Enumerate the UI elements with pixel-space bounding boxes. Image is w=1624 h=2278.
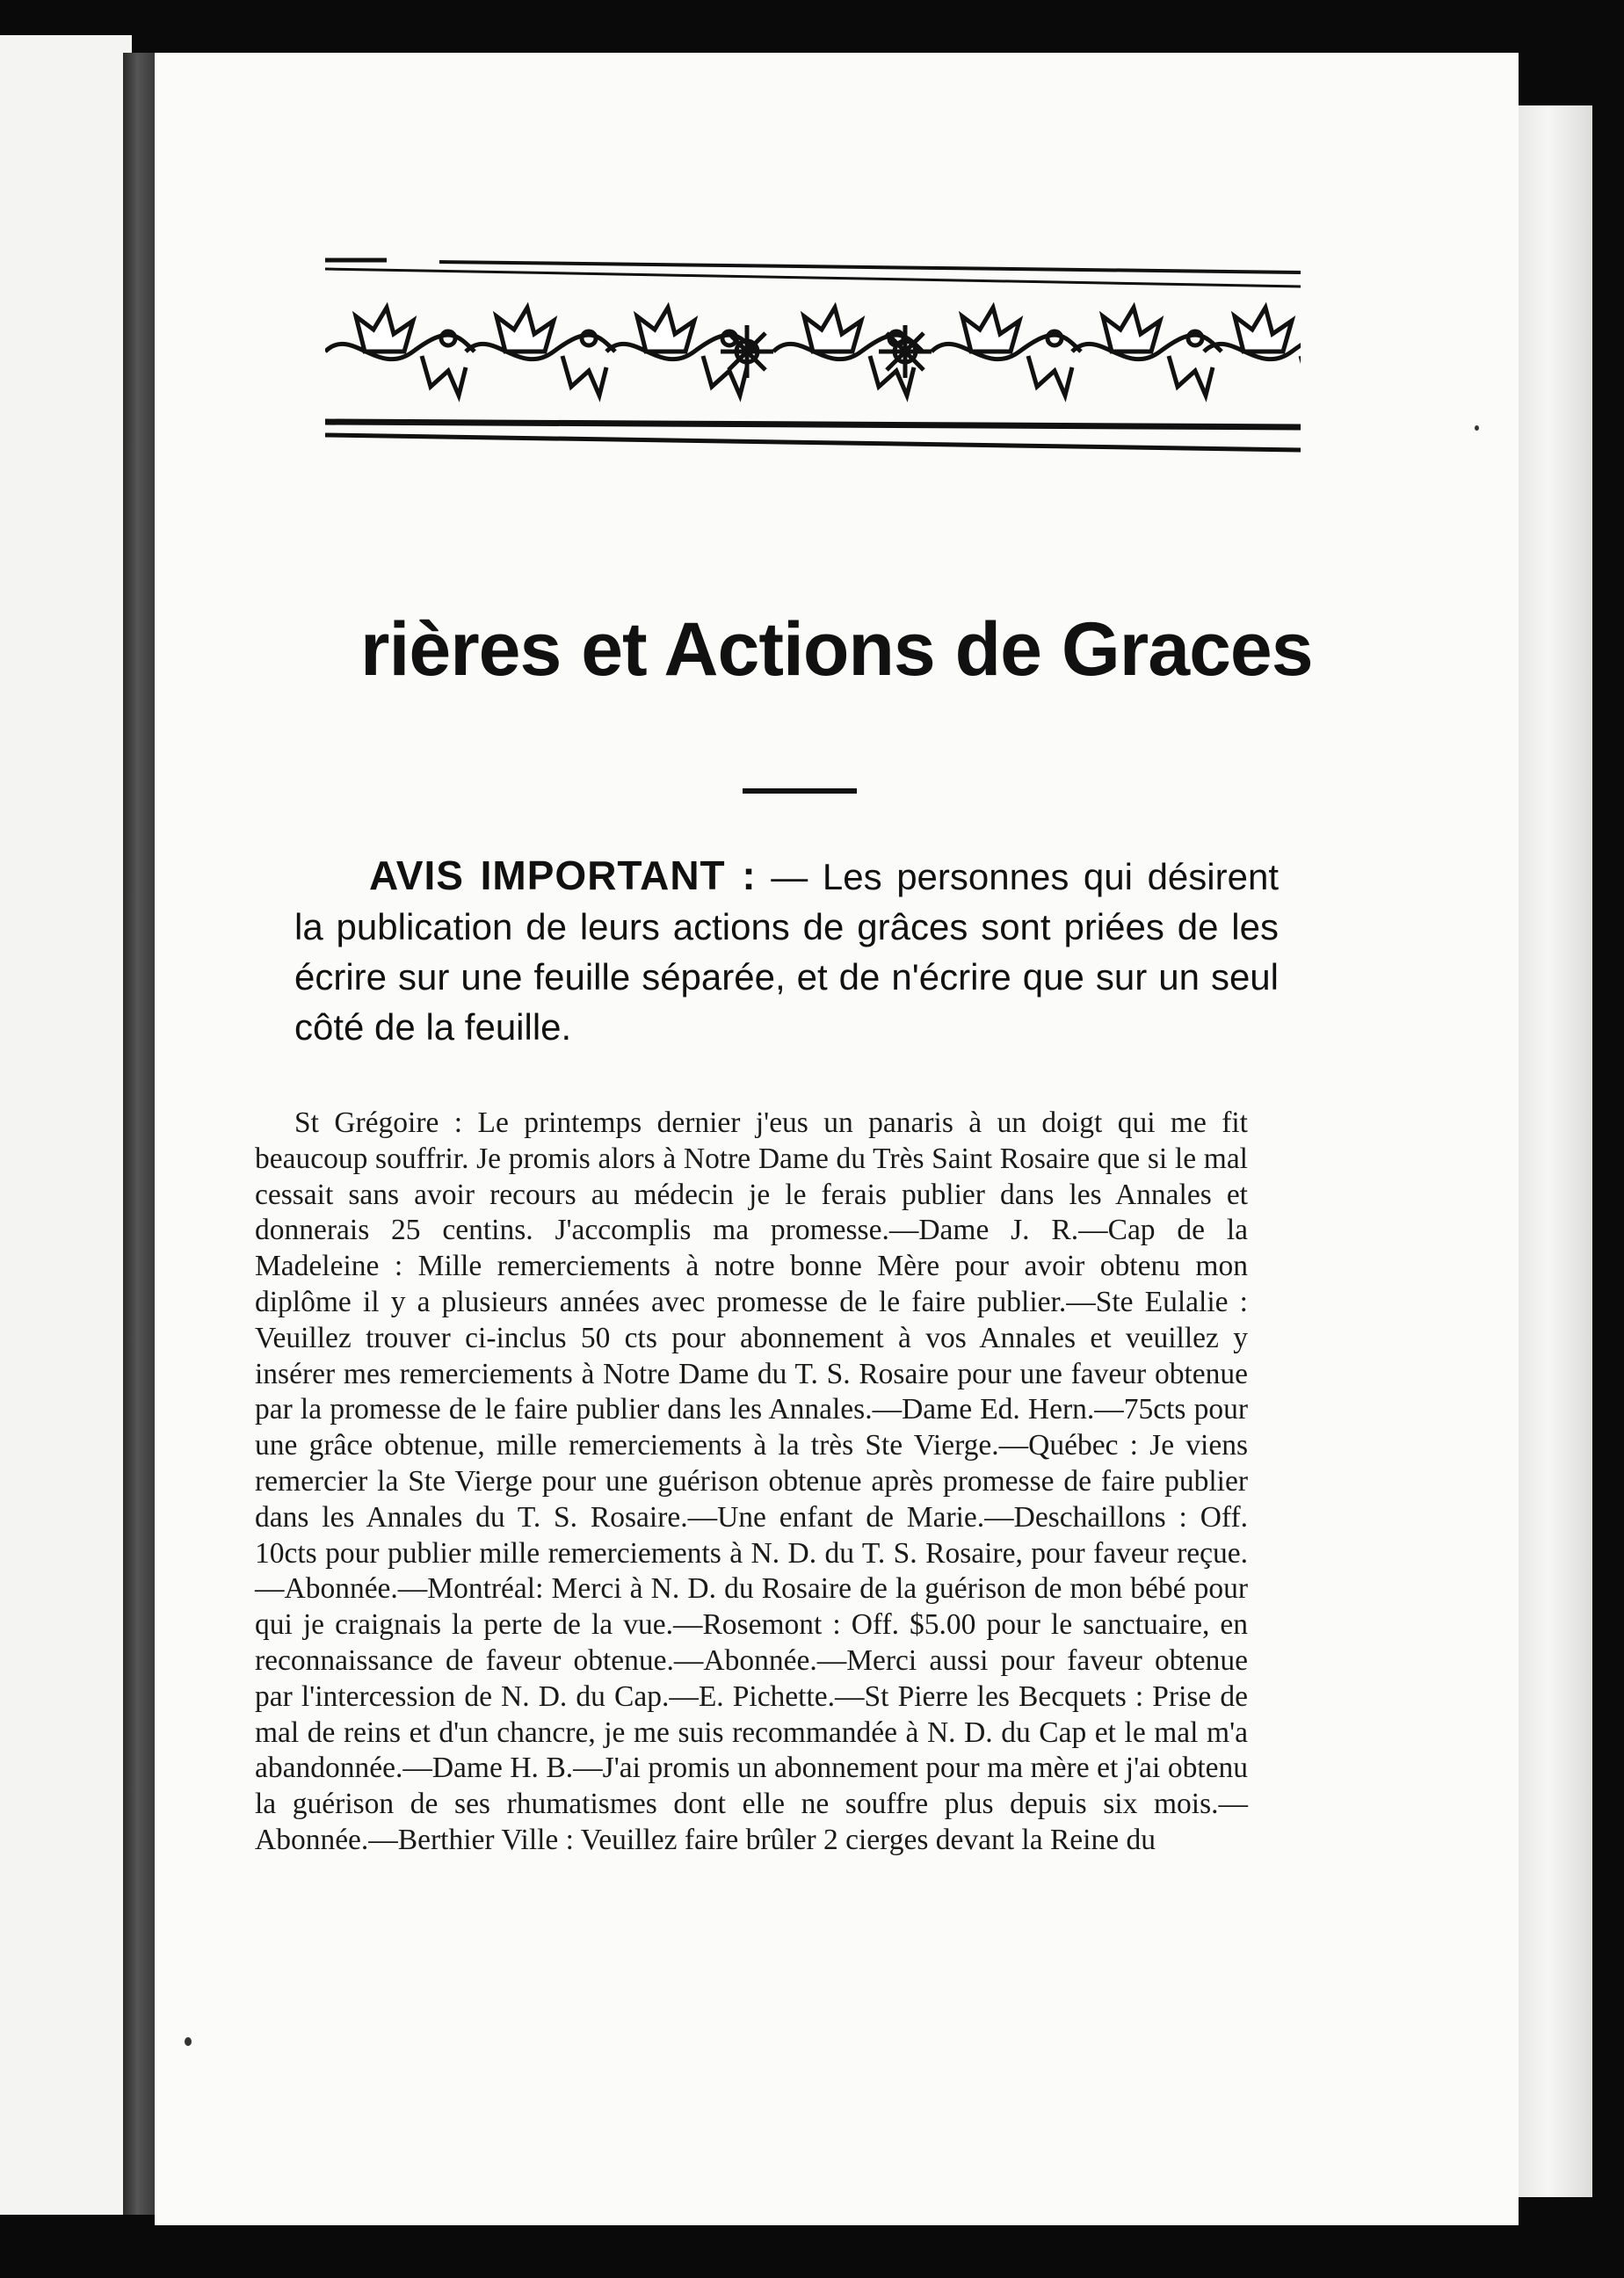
title-divider bbox=[743, 788, 857, 794]
page-title: rières et Actions de Graces bbox=[360, 607, 1313, 692]
facing-page-edge bbox=[0, 35, 132, 2215]
book-spine bbox=[123, 53, 155, 2215]
important-notice bbox=[294, 851, 1279, 1052]
speck bbox=[185, 2037, 192, 2046]
thanksgiving-text: St Grégoire : Le printemps dernier j'eus un panaris à un doigt qui me fit beaucoup souffrir. Je promis alors à Notre Dame du Très Saint Rosaire que si le mal cessait sans avoir recours au médecin je le ferais publier dans les Annales et donnerais 25 centins. J'accomplis ma promesse.—Dame J. R.—Cap de la Madeleine : Mille remerciements à notre bonne Mère pour avoir obtenu mon diplôme il y a plusieurs années avec promesse de le faire publier.—Ste Eulalie : Veuillez trouver ci-inclus 50 cts pour abonnement à vos Annales et veuillez y insérer mes remerciements à Notre Dame du T. S. Rosaire pour une faveur obtenue par la promesse de le faire publier dans les Annales.—Dame Ed. Hern.—75cts pour une grâce obtenue, mille remerciements à la très Ste Vierge.—Québec : Je viens remercier la Ste Vierge pour une guérison obtenue après promesse de faire publier dans les Annales du T. S. Rosaire.—Une enfant de Marie.—Deschaillons : Off. 10cts pour publier mille remerciements à N. D. du T. S. Rosaire, pour faveur reçue.—Abonnée.—Montréal: Merci à N. D. du Rosaire de la guérison de mon bébé pour qui je craignais la perte de la vue.—Rosemont : Off. $5.00 pour le sanctuaire, en reconnaissance de faveur obtenue.—Abonnée.—Merci aussi pour faveur obtenue par l'intercession de N. D. du Cap.—E. Pichette.—St Pierre les Becquets : Prise de mal de reins et d'un chancre, je me suis recommandée à N. D. du Cap et le mal m'a abandonnée.—Dame H. B.—J'ai promis un abonnement pour ma mère et j'ai obtenu la guérison de ses rhumatismes dont elle ne souffre plus depuis six mois.—Abonnée.—Berthier Ville : Veuillez faire brûler 2 cierges devant la Reine du bbox=[255, 1106, 1248, 1856]
vine-leaf-ornament-icon bbox=[325, 255, 1301, 475]
page-stack-edge bbox=[1519, 105, 1592, 2197]
notice-text: — Les personnes qui désirent la publication de leurs actions de grâces sont priées de les écrire sur une feuille séparée, et de n'écrire que sur un seul côté de la feuille. bbox=[294, 856, 1279, 1048]
notice-lead: AVIS IMPORTANT : bbox=[369, 852, 757, 898]
speck bbox=[1475, 425, 1479, 431]
